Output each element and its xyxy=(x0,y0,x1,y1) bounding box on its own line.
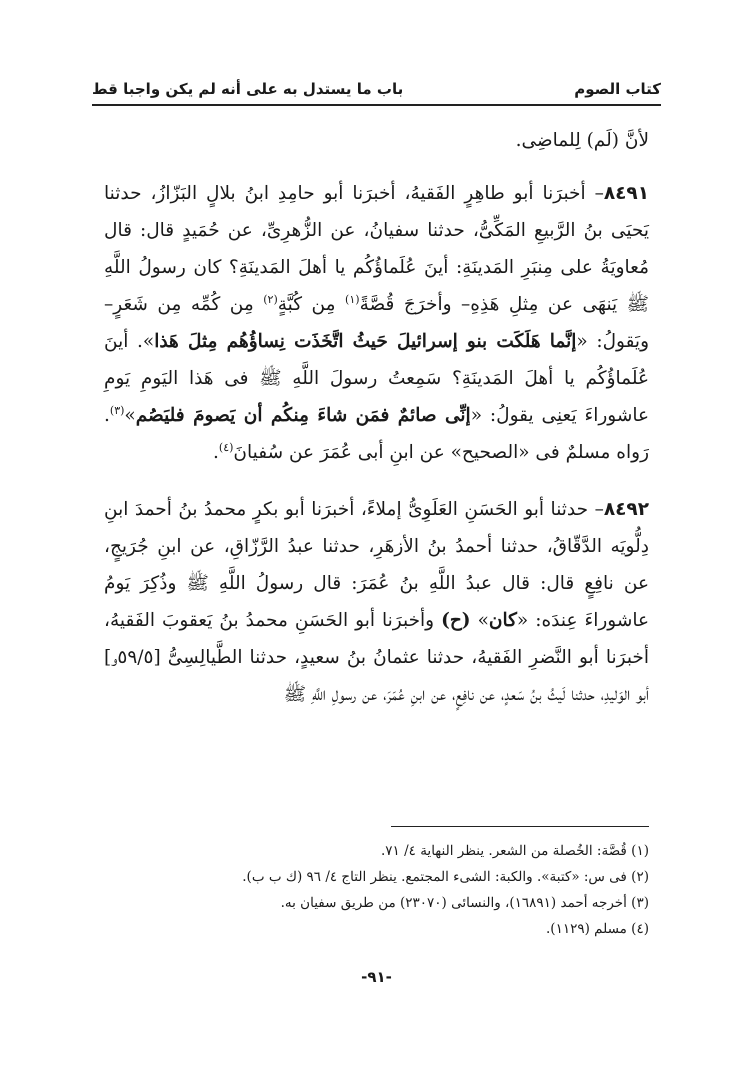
book-section-title: كتاب الصوم xyxy=(574,80,661,98)
footnote-ref: (١) xyxy=(345,292,360,306)
hadith-8492 xyxy=(104,491,649,713)
intro-line: لأنَّ (لَم) لِلماضِى. xyxy=(515,130,649,151)
footnote-ref: (٤) xyxy=(218,440,234,454)
footnote-rule xyxy=(391,826,649,827)
hadith-text: » xyxy=(124,405,136,426)
transition-marker: (ح) xyxy=(441,610,471,631)
hadith-8491 xyxy=(104,175,649,471)
footnote-3: (٣) أخرجه أحمد (١٦٨٩١)، والنسائى (٢٣٠٧٠) من طريق سفيان به. xyxy=(280,895,649,911)
hadith-text: مِن كُمِّه مِن شَعَرٍ– ويَقولُ: « xyxy=(104,294,650,352)
footnote-4: (٤) مسلم (١١٢٩). xyxy=(546,921,649,937)
running-header xyxy=(92,76,661,102)
footnote-2: (٢) فى س: «كتبة». والكبة: الشىء المجتمع. ينظر التاج ٤/ ٩٦ (ك ب ب). xyxy=(242,869,649,885)
prophetic-quote: إنِّى صائمٌ فمَن شاءَ مِنكُم أن يَصومَ فليَصُم xyxy=(135,405,471,426)
header-rule xyxy=(92,104,661,106)
footnote-1: (١) قُصَّة: الخُصلة من الشعر. ينظر النهاية ٤/ ٧١. xyxy=(380,843,649,859)
footnotes xyxy=(104,838,649,942)
chapter-title: باب ما يستدل به على أنه لم يكن واجبا قط xyxy=(92,80,404,98)
hadith-text: – أخبرَنا أبو طاهِرٍ الفَقيهُ، أخبرَنا أبو حامِدِ ابنُ بلالٍ البَزّازُ، حدثنا يَحيَى بنُ الرَّبيعِ المَكِّىُّ، حدثنا سفيانُ، عن الزُّهرِىِّ، عن حُمَيدٍ قال: قال مُعاويَةُ على مِنبَرِ المَدينَةِ: أينَ عُلَماؤُكُم يا أهلَ المَدينَةِ؟ كان رسولُ اللَّهِ ﷺ يَنهَى عن مِثلِ هَذِهِ– وأخرَجَ قُصَّةً xyxy=(104,183,650,315)
footnote-ref: (٣) xyxy=(109,403,125,417)
hadith-text: . رَواه مسلمٌ فى «الصحيح» عن ابنِ أبى عُمَرَ عن سُفيانَ xyxy=(104,405,649,463)
footnote-ref: (٢) xyxy=(263,292,278,306)
hadith-text: . xyxy=(213,442,219,463)
hadith-text: – حدثنا أبو الحَسَنِ العَلَوِىُّ إملاءً، أخبرَنا أبو بكرٍ محمدُ بنُ أحمدَ ابنِ دِلُّويَه الدَّقّاقُ، حدثنا أحمدُ بنُ الأزهَرِ، حدثنا عبدُ الرَّزّاقِ، عن ابنِ جُرَيجٍ، عن نافِعٍ قال: قال عبدُ اللَّهِ بنُ عُمَرَ: قال رسولُ اللَّهِ ﷺ وذُكِرَ يَومُ عاشوراءَ عِندَه: « xyxy=(104,499,650,631)
hadith-text: مِن كُبَّةٍ xyxy=(277,294,346,315)
hadith-text: وأخبرَنا أبو الحَسَنِ محمدُ بنُ يَعقوبَ الفَقيهُ، أخبرَنا أبو النَّضرِ الفَقيهُ، حدثنا عثمانُ بنُ سعيدٍ، حدثنا الطَّيالِسِىُّ [٥٩/٥و] أبو الوَليدِ، حدثنا لَيثُ بنُ سَعدٍ، عن نافِعٍ، عن ابنِ عُمَرَ، عن رسولِ اللَّهِ ﷺ xyxy=(104,610,649,705)
page-number: -٩١- xyxy=(361,968,392,986)
main-text xyxy=(104,122,649,733)
prophetic-quote: إنَّما هَلَكَت بنو إسرائيلَ حَيثُ اتَّخَذَت نِساؤُهُم مِثلَ هَذا xyxy=(154,331,577,352)
hadith-text: » xyxy=(470,610,489,631)
prophetic-quote: كان xyxy=(488,610,517,631)
hadith-number: ٨٤٩٢ xyxy=(603,499,649,520)
hadith-number: ٨٤٩١ xyxy=(603,183,649,204)
hadith-text: ». أينَ عُلَماؤُكُم يا أهلَ المَدينَةِ؟ سَمِعتُ رسولَ اللَّهِ ﷺ فى هَذا اليَومِ يَومِ عاشوراءَ يَعنِى يقولُ: « xyxy=(104,331,650,426)
